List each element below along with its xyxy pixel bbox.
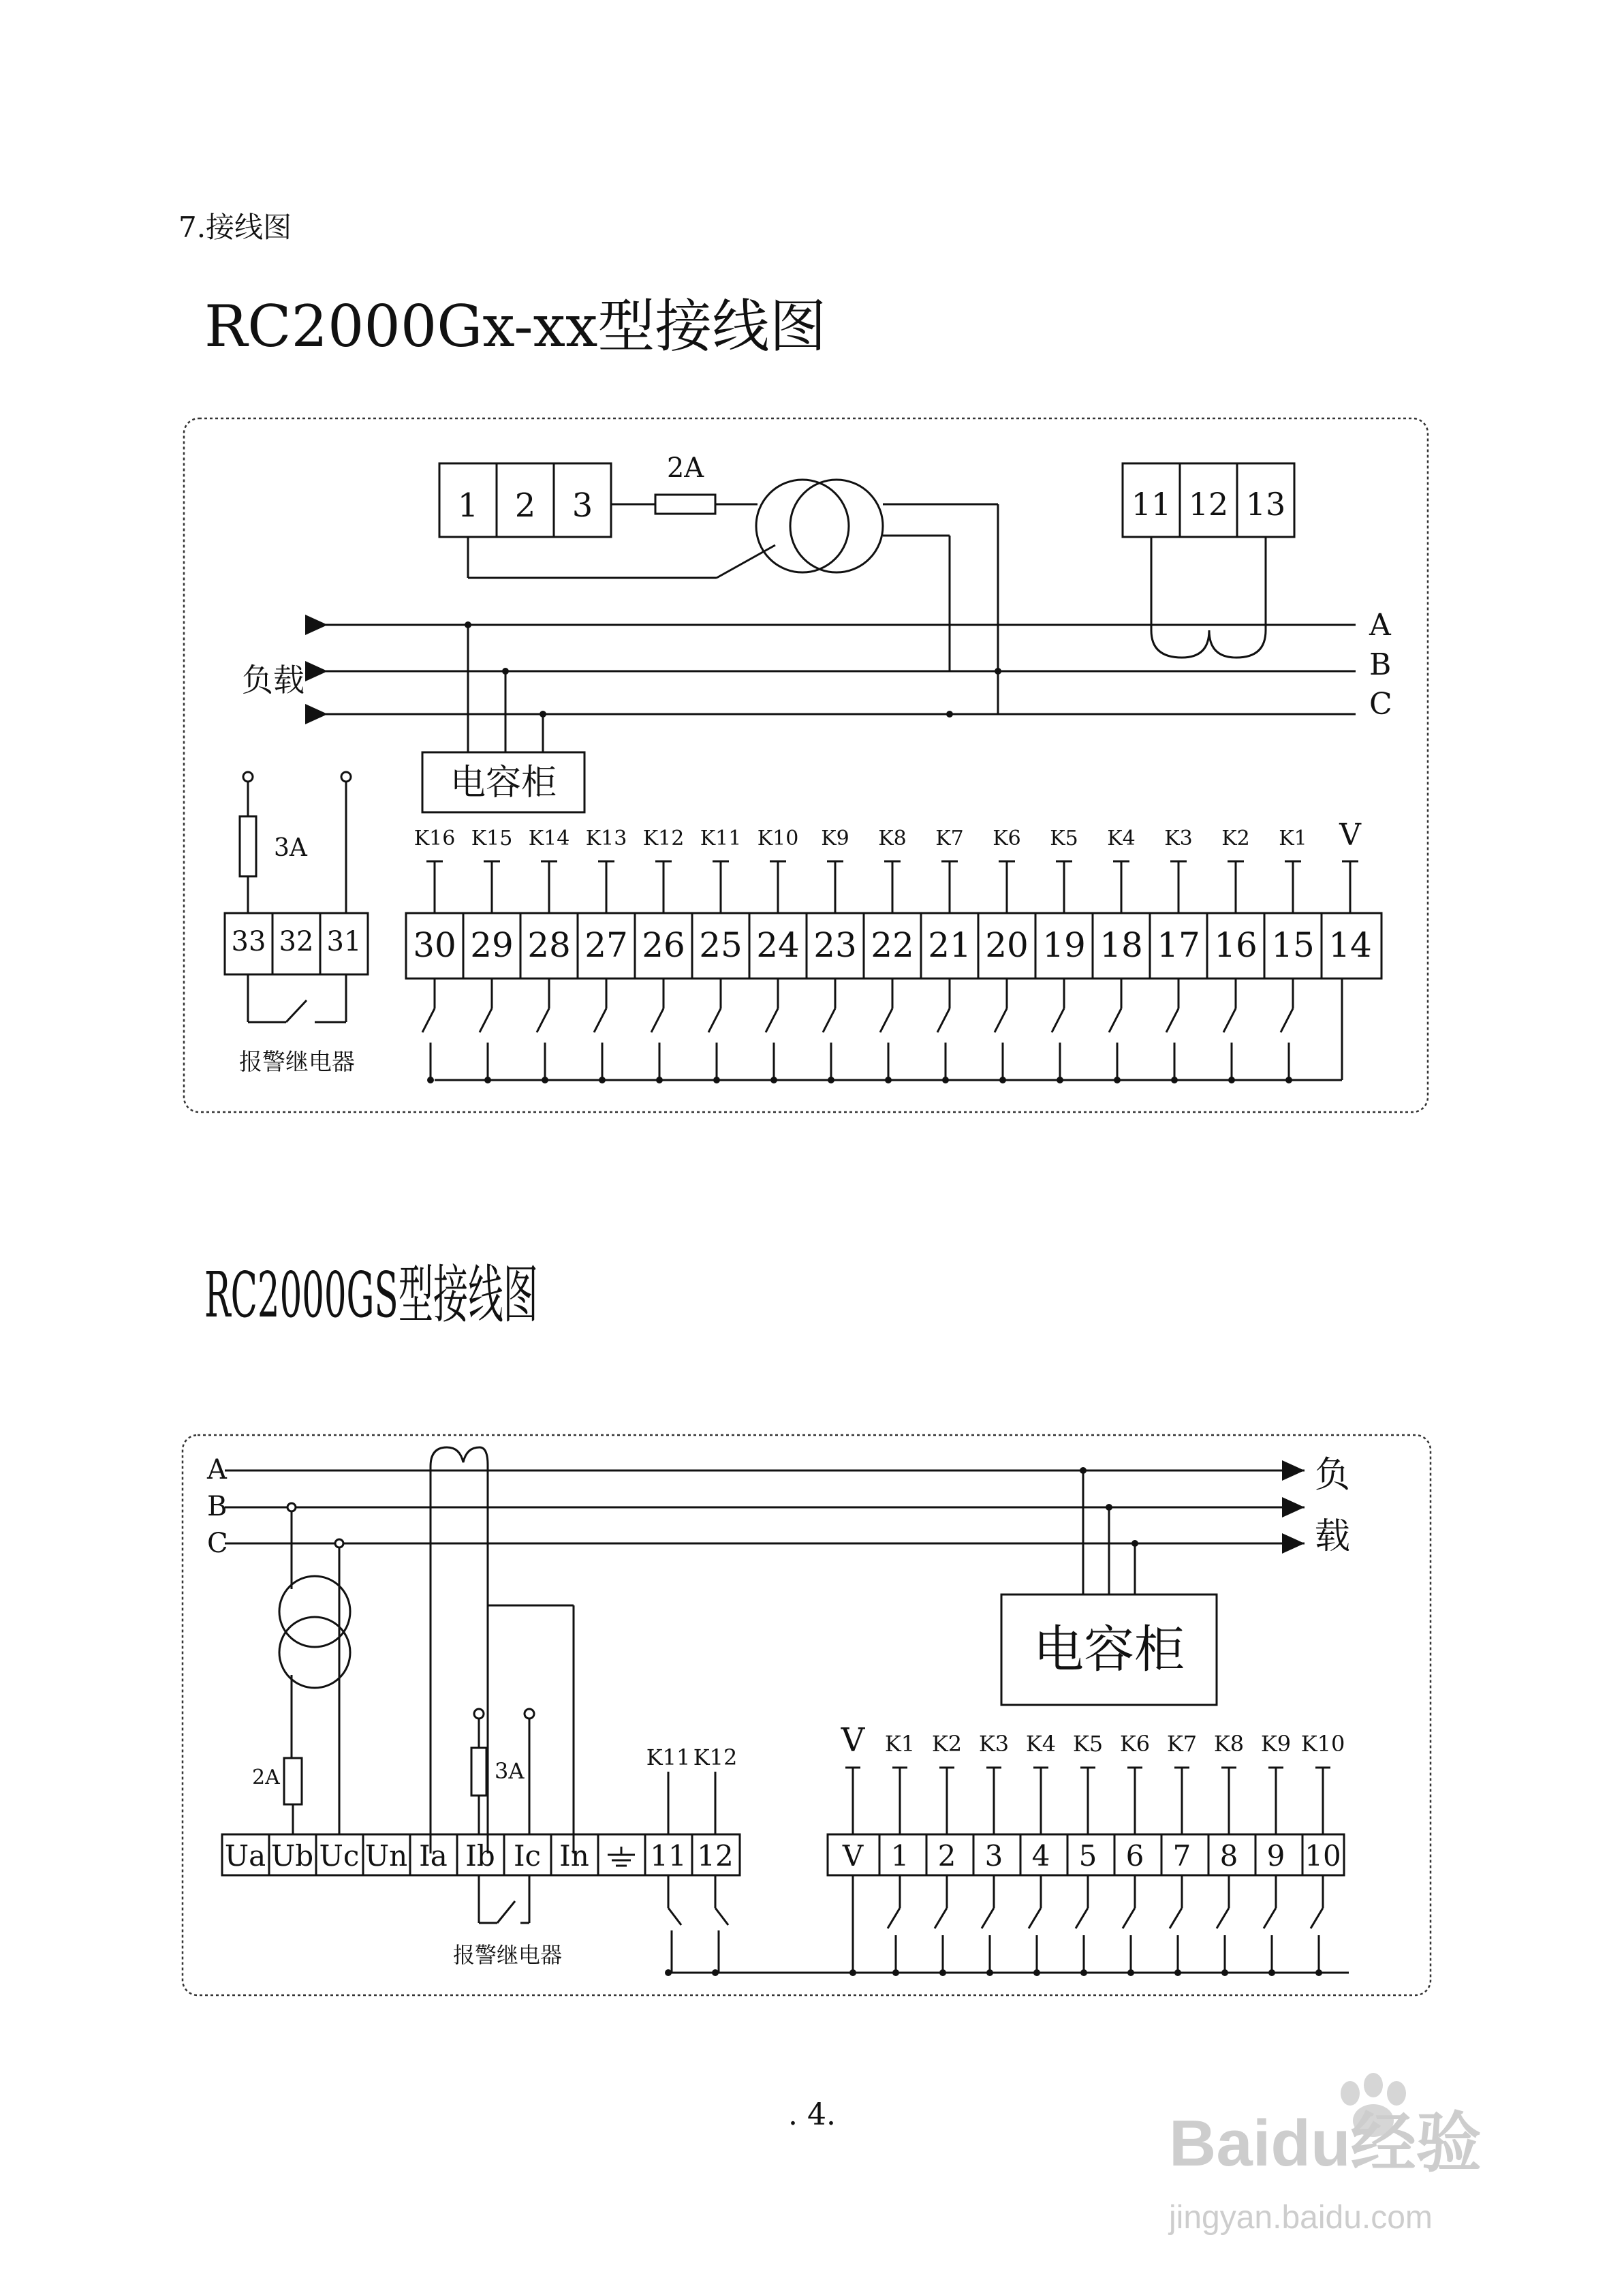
phase-c-label: C <box>1369 687 1392 722</box>
k-label-5: K11 <box>700 827 742 850</box>
d2-capacitor-cabinet-label: 电容柜 <box>1033 1620 1185 1679</box>
k-label-8: K8 <box>878 827 907 850</box>
diagram2-frame <box>183 1435 1431 1995</box>
terminal-16: 16 <box>1214 925 1258 965</box>
d2-alarm-relay-label: 报警继电器 <box>452 1942 563 1968</box>
d2-left-terminal-10: 12 <box>697 1839 734 1873</box>
d2-right-k-label-10: K10 <box>1300 1731 1345 1757</box>
d2-phase-c-label: C <box>207 1528 228 1559</box>
d2-right-terminal-9: 9 <box>1266 1839 1285 1873</box>
d2-right-terminal-10: 10 <box>1305 1839 1341 1873</box>
k-label-15: K1 <box>1279 827 1307 850</box>
k-label-3: K13 <box>585 827 627 850</box>
d2-right-terminal-8: 8 <box>1219 1839 1238 1873</box>
d2-right-k-label-0: V <box>841 1721 865 1759</box>
k-label-13: K3 <box>1164 827 1193 850</box>
d2-phase-a-label: A <box>207 1454 227 1485</box>
phase-b-label: B <box>1369 647 1392 682</box>
d2-left-k-label-1: K12 <box>693 1744 738 1770</box>
d2-left-terminal-1: Ub <box>270 1839 314 1873</box>
terminal-24: 24 <box>756 925 800 965</box>
alarm-terminal-33: 33 <box>231 926 266 957</box>
diagram1-terminal-numbers <box>413 925 1372 965</box>
section-heading: 7.接线图 <box>178 211 292 244</box>
d2-right-k-label-5: K5 <box>1072 1731 1104 1757</box>
terminal-29: 29 <box>470 925 514 965</box>
k-label-14: K2 <box>1221 827 1250 850</box>
terminal-27: 27 <box>584 925 628 965</box>
terminal-18: 18 <box>1099 925 1143 965</box>
watermark-brand: Baidu经验 <box>1169 2107 1482 2180</box>
page-number: . 4. <box>788 2097 836 2132</box>
d2-left-terminal-5: Ib <box>465 1839 495 1873</box>
d2-load-label-2: 载 <box>1315 1516 1351 1557</box>
watermark-url: jingyan.baidu.com <box>1169 2200 1433 2236</box>
d2-fuse-2a-label: 2A <box>252 1766 280 1789</box>
d2-alarm-fuse-label: 3A <box>495 1758 525 1784</box>
d2-right-k-label-2: K2 <box>931 1731 963 1757</box>
d2-left-terminal-4: Ia <box>419 1839 448 1873</box>
terminal-17: 17 <box>1157 925 1200 965</box>
terminal-26: 26 <box>642 925 685 965</box>
diagram2-tap-circles <box>287 1503 343 1547</box>
alarm-terminal-31: 31 <box>326 926 362 957</box>
k-label-11: K5 <box>1050 827 1078 850</box>
alarm-terminal-32: 32 <box>279 926 314 957</box>
d2-left-terminal-0: Ua <box>224 1839 266 1873</box>
terminal-14: 14 <box>1328 925 1372 965</box>
d2-right-terminal-3: 3 <box>984 1839 1003 1873</box>
diagram1-junction-dots <box>465 621 1001 718</box>
d2-right-k-label-1: K1 <box>884 1731 916 1757</box>
d2-left-terminal-2: Uc <box>319 1839 360 1873</box>
d2-right-k-label-9: K9 <box>1260 1731 1292 1757</box>
d2-phase-b-label: B <box>207 1491 228 1522</box>
terminal-22: 22 <box>871 925 914 965</box>
terminal-20: 20 <box>985 925 1029 965</box>
d2-left-terminal-9: 11 <box>650 1839 687 1873</box>
d2-right-terminal-1: 1 <box>890 1839 909 1873</box>
diagram2-right-terminals <box>842 1839 1341 1873</box>
d2-left-terminal-7: In <box>559 1839 589 1873</box>
diagram2-left-terminals <box>225 1839 734 1873</box>
terminal-3: 3 <box>572 487 593 525</box>
alarm-relay-label: 报警继电器 <box>239 1049 355 1076</box>
terminal-19: 19 <box>1042 925 1086 965</box>
d2-load-label-1: 负 <box>1315 1455 1351 1496</box>
d2-right-terminal-6: 6 <box>1125 1839 1144 1873</box>
k-label-1: K15 <box>471 827 513 850</box>
d2-right-terminal-0: V <box>842 1839 864 1873</box>
diagram1-terminal-leads <box>422 861 1358 1083</box>
diagram2-left-k-labels <box>646 1744 738 1770</box>
k-label-16: V <box>1339 818 1361 852</box>
d2-left-terminal-3: Un <box>364 1839 408 1873</box>
terminal-11: 11 <box>1131 486 1172 523</box>
k-label-10: K6 <box>993 827 1021 850</box>
terminal-25: 25 <box>699 925 743 965</box>
d2-right-k-label-7: K7 <box>1166 1731 1198 1757</box>
k-label-9: K7 <box>935 827 964 850</box>
d2-right-terminal-7: 7 <box>1172 1839 1191 1873</box>
diagram2-right-k-labels <box>841 1721 1345 1759</box>
k-label-6: K10 <box>757 827 799 850</box>
terminal-12: 12 <box>1188 486 1229 523</box>
terminal-28: 28 <box>527 925 571 965</box>
terminal-13: 13 <box>1245 486 1286 523</box>
terminal-1: 1 <box>457 487 479 525</box>
k-label-0: K16 <box>413 827 456 850</box>
terminal-30: 30 <box>413 925 456 965</box>
diagram2-title: RC2000GS型接线图 <box>204 1259 538 1331</box>
d2-right-terminal-5: 5 <box>1078 1839 1097 1873</box>
phase-a-label: A <box>1369 608 1391 643</box>
d2-right-terminal-2: 2 <box>937 1839 956 1873</box>
capacitor-cabinet-label: 电容柜 <box>450 763 557 803</box>
diagram1-title: RC2000Gx-xx型接线图 <box>204 293 827 360</box>
d2-right-k-label-4: K4 <box>1025 1731 1057 1757</box>
d2-right-k-label-3: K3 <box>978 1731 1010 1757</box>
d2-left-k-label-0: K11 <box>646 1744 691 1770</box>
d2-right-k-label-6: K6 <box>1119 1731 1151 1757</box>
d2-right-terminal-4: 4 <box>1031 1839 1050 1873</box>
diagram1-frame <box>184 418 1428 1112</box>
d2-right-k-label-8: K8 <box>1213 1731 1245 1757</box>
k-label-12: K4 <box>1107 827 1136 850</box>
d2-left-terminal-6: Ic <box>513 1839 542 1873</box>
terminal-21: 21 <box>928 925 971 965</box>
terminal-2: 2 <box>514 487 536 525</box>
terminal-23: 23 <box>813 925 857 965</box>
k-label-2: K14 <box>528 827 570 850</box>
k-label-4: K12 <box>642 827 685 850</box>
load-label: 负载 <box>242 662 304 698</box>
alarm-fuse-label: 3A <box>274 834 307 862</box>
terminal-15: 15 <box>1271 925 1315 965</box>
fuse-2a-label: 2A <box>666 452 704 484</box>
k-label-7: K9 <box>821 827 849 850</box>
diagram1-k-labels <box>414 818 1362 852</box>
